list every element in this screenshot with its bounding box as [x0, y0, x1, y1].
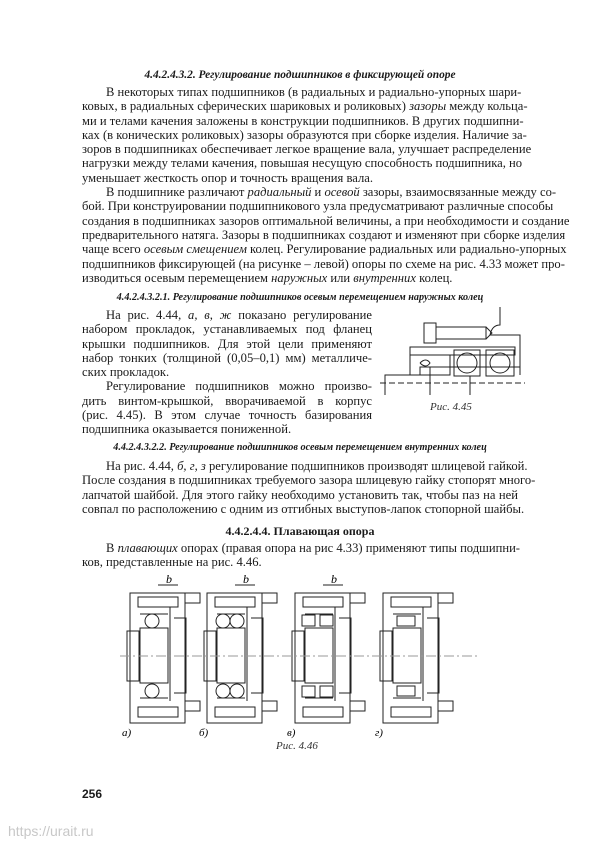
dimension-label: b — [331, 573, 337, 586]
ball — [145, 614, 159, 628]
bolt-head — [438, 593, 453, 603]
ball — [490, 353, 510, 373]
watermark: https://urait.ru — [8, 823, 94, 839]
bolt-head — [185, 701, 200, 711]
text-block — [82, 308, 372, 437]
bolt-body — [138, 707, 178, 717]
bolt-body — [391, 707, 431, 717]
ball — [216, 684, 230, 698]
text-run: предварительного натяга. Зазоры в подшипниках создают и изменяют при сборке изделия — [82, 227, 566, 242]
bolt-body — [215, 597, 255, 607]
text-line — [82, 185, 557, 200]
text-line — [82, 271, 518, 285]
text-run: показано регулирование — [231, 308, 373, 322]
text-run: подшипника оказывается пониженной. — [82, 422, 292, 437]
housing-outline — [207, 593, 262, 723]
text-run: колец. — [415, 270, 453, 285]
text-line — [82, 541, 518, 555]
page-number: 256 — [82, 787, 103, 801]
bolt-head — [350, 701, 365, 711]
text-run: или — [327, 270, 354, 285]
housing-wall — [490, 307, 520, 375]
roller — [320, 615, 333, 626]
text-run: чаще всего — [82, 242, 144, 257]
text-run: создания в подшипниках зазоров оптимальной величины, а при необходимости и создание — [82, 213, 570, 228]
text-run: между кольца- — [446, 99, 528, 114]
text-line — [82, 127, 527, 142]
text-run: В — [106, 541, 118, 555]
roller — [302, 615, 315, 626]
text-run: Регулирование подшипников можно произво- — [106, 379, 372, 394]
screw-body — [436, 327, 486, 339]
italic-term: плавающих — [117, 541, 178, 555]
text-run: набором прокладок, устанавливаемых под фланец — [82, 322, 372, 337]
ball — [230, 684, 244, 698]
italic-term: б, г, з — [177, 459, 206, 473]
text-line — [82, 379, 372, 393]
cover — [423, 607, 439, 701]
text-run: бой. При конструировании подшипникового узла предусматривают различные способы — [82, 199, 554, 214]
screw-tip — [486, 327, 492, 339]
text-run: На рис. 4.44, — [106, 459, 178, 473]
roller — [397, 616, 415, 626]
ball — [230, 614, 244, 628]
text-line — [82, 337, 372, 351]
text-line — [82, 501, 525, 516]
section-heading: 4.4.2.4.4. Плавающая опора — [225, 524, 375, 538]
text-line — [82, 351, 372, 365]
panel-label: г) — [375, 727, 383, 739]
text-run: совпал по расположению с одним из отгибных выступов-лапок стопорной шайбы. — [82, 501, 525, 516]
text-line — [82, 322, 372, 336]
subsection-heading: 4.4.2.4.3.2.2. Регулирование подшипников осевым перемещением внутренних колец — [113, 442, 487, 453]
italic-term: зазоры — [409, 99, 447, 114]
text-run: ских прокладок. — [82, 365, 170, 380]
figure-4-46-caption: Рис. 4.46 — [276, 740, 318, 752]
text-run: крышки подшипников. Для этой цели применяют — [82, 336, 372, 351]
text-line — [82, 365, 372, 379]
text-run: зоров в подшипниках обеспечивает легкое вращение вала, улучшает распределение — [82, 142, 532, 157]
text-line — [82, 171, 518, 185]
text-run: На рис. 4.44, — [106, 308, 189, 322]
text-run: ках (в конических роликовых) зазоры образуются при сборке изделия. Наличие за- — [82, 127, 527, 142]
figure-4-46-drawing — [120, 573, 480, 739]
bolt-body — [391, 597, 431, 607]
text-run: опорах (правая опора на рис 4.33) применяют типы подшипни- — [177, 541, 520, 555]
text-line — [82, 256, 565, 271]
bolt-body — [303, 597, 343, 607]
text-run: В некоторых типах подшипников (в радиальных и радиально-упорных шари- — [106, 85, 522, 99]
cover — [170, 607, 186, 701]
text-line — [82, 555, 518, 569]
text-line — [82, 156, 523, 171]
roller — [320, 686, 333, 697]
text-line — [82, 308, 372, 322]
italic-term: а, в, ж — [188, 308, 232, 322]
text-block — [82, 459, 536, 516]
text-block — [82, 85, 570, 285]
text-line — [82, 227, 566, 242]
italic-term: внутренних — [353, 270, 416, 285]
bearing — [454, 350, 480, 376]
bolt-head — [262, 593, 277, 603]
figure-4-45-drawing — [380, 305, 525, 397]
cover — [247, 607, 263, 701]
spring — [420, 360, 430, 366]
housing-outline — [130, 593, 185, 723]
housing-outline — [295, 593, 350, 723]
ball — [457, 353, 477, 373]
housing-outline — [383, 593, 438, 723]
text-run: уменьшает жесткость опор и точность вращения вала. — [82, 170, 373, 185]
figure-4-45-caption: Рис. 4.45 — [430, 401, 472, 413]
screw-head — [424, 323, 436, 343]
text-line — [82, 199, 554, 214]
housing-outline — [385, 367, 520, 395]
text-run: ков, представленные на рис. 4.46. — [82, 555, 262, 570]
bolt-head — [350, 593, 365, 603]
panel-label: б) — [199, 727, 209, 739]
bolt-head — [438, 701, 453, 711]
roller — [397, 686, 415, 696]
bolt-body — [138, 597, 178, 607]
bolt-body — [303, 707, 343, 717]
section-heading: 4.4.2.4.3.2. Регулирование подшипников в фиксирующей опоре — [144, 69, 456, 81]
text-line — [82, 99, 528, 114]
text-run: зазоры, взаимосвязанные между со- — [359, 185, 557, 200]
text-run: (рис. 4.45). В этом случае точность базирования — [82, 408, 372, 423]
text-line — [82, 422, 372, 436]
text-run: В подшипнике различают — [106, 185, 248, 200]
text-run: дить винтом-крышкой, вворачиваемой в корпус — [82, 393, 372, 408]
italic-term: осевым смещением — [143, 242, 247, 257]
panel-label: в) — [287, 727, 296, 739]
bolt-body — [215, 707, 255, 717]
text-run: изводиться осевым перемещением — [82, 270, 272, 285]
panel-label: а) — [122, 727, 132, 739]
text-run: регулирование подшипников производят шлицевой гайкой. — [205, 459, 528, 473]
text-line — [82, 394, 372, 408]
text-line — [82, 213, 570, 228]
text-line — [82, 85, 522, 99]
cover — [335, 607, 351, 701]
text-run: ми и телами качения заложены в конструкции подшипников. В других подшипни- — [82, 113, 524, 128]
text-line — [82, 142, 532, 157]
text-line — [82, 408, 372, 422]
text-run: набор тонких (толщиной (0,05–0,1) мм) металличе- — [82, 350, 372, 365]
text-line — [82, 473, 536, 488]
text-block — [82, 541, 518, 570]
dimension-label: b — [243, 573, 249, 586]
text-run: и — [311, 185, 325, 200]
text-run: нагрузки между телами качения, повышая несущую способность подшипника, но — [82, 156, 523, 171]
italic-term: осевой — [324, 185, 360, 200]
text-line — [82, 488, 518, 502]
text-line — [82, 242, 567, 257]
text-line — [82, 113, 524, 128]
text-run: подшипников фиксирующей (на рисунке – левой) опоры по схеме на рис. 4.33 может про- — [82, 256, 565, 271]
italic-term: наружных — [271, 270, 328, 285]
text-run: ковых, в радиальных сферических шариковых и роликовых) — [82, 99, 410, 114]
roller — [302, 686, 315, 697]
ball — [216, 614, 230, 628]
text-line — [82, 459, 528, 473]
subsection-heading: 4.4.2.4.3.2.1. Регулирование подшипников осевым перемещением наружных колец — [116, 292, 484, 303]
italic-term: радиальный — [247, 185, 312, 200]
text-run: колец. Регулирование радиальных или радиально-упорных — [246, 242, 567, 257]
ball — [145, 684, 159, 698]
bolt-head — [262, 701, 277, 711]
text-run: лапчатой шайбой. Для этого гайку необходимо установить так, чтобы паз на ней — [82, 487, 518, 502]
dimension-label: b — [166, 573, 172, 586]
bolt-head — [185, 593, 200, 603]
text-run: После создания в подшипниках требуемого зазора шлицевую гайку стопорят много- — [82, 473, 536, 488]
